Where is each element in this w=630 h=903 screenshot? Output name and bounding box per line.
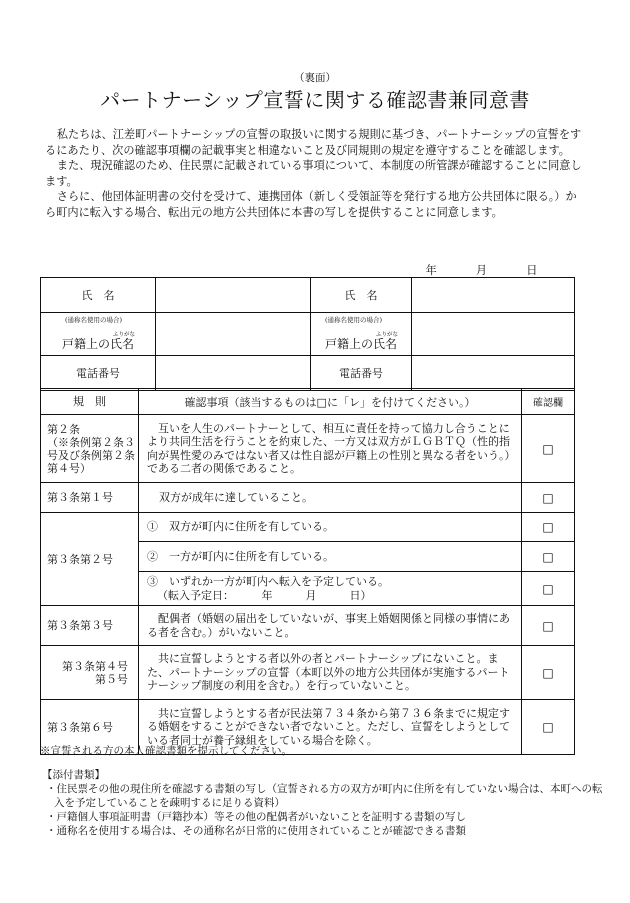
alias-note-2: (通称名使用の場合): [325, 316, 383, 324]
phone-label-1: 電話番号: [41, 356, 156, 391]
move-in-date-line: （転入予定日： 年 月 日）: [157, 588, 372, 602]
name-field-1[interactable]: [156, 278, 311, 313]
header-check: 確認欄: [522, 389, 575, 415]
rule-cell: 第３条第３号: [41, 606, 139, 646]
reverse-side-note: （裏面）: [294, 72, 336, 84]
item-text: 共に宣誓しようとする者が民法第７３４条から第７３６条までに規定する婚姻をすることができない者でないこと。ただし、宣誓をしようとしている者同士が養子縁組をしている場合を除く。: [139, 700, 522, 755]
id-document-note: ※宣誓される方の本人確認書類を提示してください。: [40, 745, 292, 757]
furigana-2: ふりがな: [375, 332, 398, 338]
family-name-label-cell-1: [41, 313, 156, 356]
rule-cell: 第３条第６号: [41, 700, 139, 755]
rule-cell: 第３条第４号 第５号: [41, 646, 139, 700]
rule-cell: 第３条第２号: [41, 513, 139, 606]
checkbox[interactable]: □: [522, 513, 575, 542]
applicant-table: [40, 277, 575, 391]
family-name-label-wrap-2: [311, 332, 411, 352]
attachments-heading: 【添付書類】: [42, 769, 105, 781]
item-text: ① 双方が町内に住所を有している。: [139, 513, 522, 542]
alias-note-1: (通称名使用の場合): [65, 316, 123, 324]
family-name-label-cell-2: [311, 313, 412, 356]
rule-cell: 第２条 （※条例第２条３号及び条例第２条第４号）: [41, 415, 139, 483]
item-text: ③ いずれか一方が町内へ転入を予定している。: [147, 575, 389, 588]
rule-cell: 第３条第１号: [41, 483, 139, 513]
phone-label-2: 電話番号: [311, 356, 412, 391]
attachment-item: ・通称名を使用する場合は、その通称名が日常的に使用されていることが確認できる書類: [46, 825, 466, 837]
attachment-item: ・住民票その他の現住所を確認する書類の写し（宣誓される方の双方が町内に住所を有していない場合は、本町への転入を予定していることを疎明するに足りる資料）: [46, 783, 603, 809]
item-text: 互いを人生のパートナーとして、相互に責任を持って協力し合うことにより共同生活を行うことを約束した、一方又は双方がＬＧＢＴＱ（性的指向が異性愛のみではない者又は性自認が戸籍上の性別と異なる者をいう。）である二者の関係であること。: [139, 415, 522, 483]
date-year-label: 年: [425, 264, 437, 277]
intro-text: [45, 127, 585, 220]
date-line: [404, 262, 594, 278]
intro-paragraph-2: また、現況確認のため、住民票に記載されている事項について、本制度の所管課が確認することに同意します。: [45, 159, 582, 188]
phone-field-1[interactable]: [156, 356, 311, 391]
intro-paragraph-1: 私たちは、江差町パートナーシップの宣誓の取扱いに関する規則に基づき、パートナーシップの宣誓をするにあたり、次の確認事項欄の記載事実と相違ないこと及び同規則の規定を遵守することを確認します。: [45, 128, 582, 157]
checkbox[interactable]: □: [522, 700, 575, 755]
phone-field-2[interactable]: [412, 356, 575, 391]
family-name-label-1: 戸籍上の氏名: [61, 337, 134, 351]
family-name-field-1[interactable]: [156, 313, 311, 356]
date-month-label: 月: [475, 264, 488, 277]
header-items: 確認事項（該当するものは□に「レ」を付けてください。）: [139, 389, 522, 415]
item-text-cell: [139, 572, 522, 606]
confirmation-table: [40, 388, 575, 755]
date-day-label: 日: [526, 264, 538, 277]
checkbox[interactable]: □: [522, 542, 575, 572]
checkbox[interactable]: □: [522, 483, 575, 513]
page-title: パートナーシップ宣誓に関する確認書兼同意書: [100, 88, 530, 112]
family-name-label-wrap-1: [41, 332, 155, 352]
intro-paragraph-3: さらに、他団体証明書の交付を受けて、連携団体（新しく受領証等を発行する地方公共団体に限る。）から町内に転入する場合、転出元の地方公共団体に本書の写しを提供することに同意します。: [45, 190, 577, 219]
checkbox[interactable]: □: [522, 606, 575, 646]
attachments-section: [42, 768, 606, 838]
furigana-1: ふりがな: [112, 332, 135, 338]
checkbox[interactable]: □: [522, 415, 575, 483]
family-name-field-2[interactable]: [412, 313, 575, 356]
name-label-1: 氏 名: [41, 278, 156, 313]
item-text: 配偶者（婚姻の届出をしていないが、事実上婚姻関係と同様の事情にある者を含む。）がいないこと。: [139, 606, 522, 646]
item-text: 双方が成年に達していること。: [139, 483, 522, 513]
checkbox[interactable]: □: [522, 646, 575, 700]
name-field-2[interactable]: [412, 278, 575, 313]
header-rule: 規 則: [41, 389, 139, 415]
name-label-2: 氏 名: [311, 278, 412, 313]
family-name-label-2: 戸籍上の氏名: [324, 337, 397, 351]
item-text: ② 一方が町内に住所を有している。: [139, 542, 522, 572]
checkbox[interactable]: □: [522, 572, 575, 606]
item-text: 共に宣誓しようとする者以外の者とパートナーシップにないこと。また、パートナーシップの宣誓（本町以外の地方公共団体が実施するパートナーシップ制度の利用を含む。）を行っていないこと。: [139, 646, 522, 700]
attachment-item: ・戸籍個人事項証明書（戸籍抄本）等その他の配偶者がいないことを証明する書類の写し: [46, 811, 466, 823]
